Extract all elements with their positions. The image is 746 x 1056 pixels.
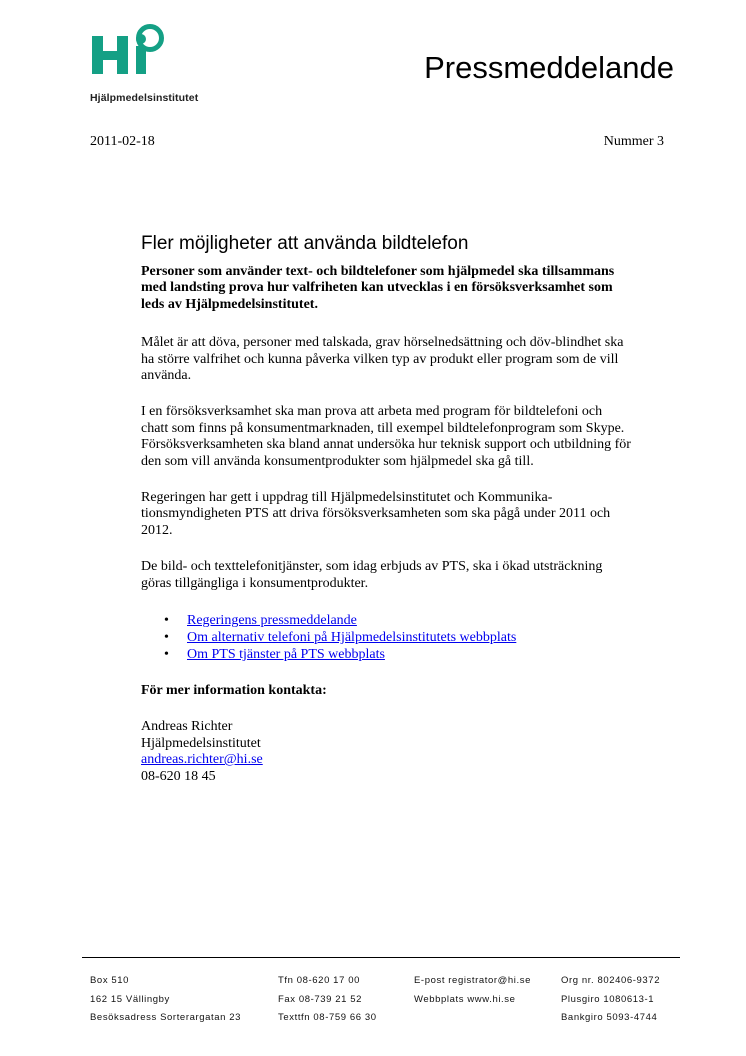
list-item bbox=[164, 612, 631, 629]
bullet-icon: • bbox=[164, 647, 169, 663]
footer-plusgiro: Plusgiro 1080613-1 bbox=[561, 993, 655, 1005]
contact-email-link[interactable]: andreas.richter@hi.se bbox=[141, 752, 263, 768]
footer-fax: Fax 08-739 21 52 bbox=[278, 993, 363, 1005]
list-item bbox=[164, 646, 631, 663]
footer-email: E-post registrator@hi.se bbox=[414, 975, 531, 986]
link-government-press-release[interactable]: Regeringens pressmeddelande bbox=[187, 613, 357, 629]
list-item bbox=[164, 629, 631, 646]
contact-block bbox=[141, 719, 631, 785]
paragraph: Målet är att döva, personer med talskada, grav hörselnedsättning och döv-blindhet ska ha större valfrihet och kunna påverka vilken typ av produkt eller program som de vill använda. bbox=[141, 335, 624, 384]
footer-web bbox=[414, 972, 531, 1009]
footer-phones bbox=[278, 972, 377, 1028]
footer-org-number: Org nr. 802406-9372 bbox=[561, 975, 661, 986]
link-alternative-telephony[interactable]: Om alternativ telefoni på Hjälpmedelsinstitutets webbplats bbox=[187, 630, 517, 646]
document-type-title: Pressmeddelande bbox=[424, 50, 674, 85]
bullet-icon: • bbox=[164, 630, 169, 646]
contact-heading: För mer information kontakta: bbox=[141, 683, 327, 699]
footer-box: Box 510 bbox=[90, 975, 130, 986]
footer-visiting-address: Besöksadress Sorterargatan 23 bbox=[90, 1012, 242, 1023]
footer-address bbox=[90, 972, 241, 1028]
link-pts-services[interactable]: Om PTS tjänster på PTS webbplats bbox=[187, 647, 385, 663]
footer-finance bbox=[561, 972, 660, 1028]
footer-divider bbox=[82, 957, 680, 958]
contact-organization: Hjälpmedelsinstitutet bbox=[141, 735, 261, 751]
hi-logo-icon bbox=[88, 22, 172, 88]
press-date: 2011-02-18 bbox=[90, 134, 155, 149]
paragraph: I en försöksverksamhet ska man prova att arbeta med program för bildtelefoni och chatt som finns på konsumentmarknaden, till exempel bildtelefonprogram som Skype. Försöksverksamheten ska bland annat undersöka hur teknisk support och utbildning för den som vill använda konsumentprodukter som hjälpmedel ska gå till. bbox=[141, 404, 631, 469]
footer-bankgiro: Bankgiro 5093-4744 bbox=[561, 1012, 658, 1023]
contact-name: Andreas Richter bbox=[141, 719, 233, 735]
paragraph: De bild- och texttelefonitjänster, som idag erbjuds av PTS, ska i ökad utsträckning göras tillgängliga i konsumentprodukter. bbox=[141, 559, 603, 591]
release-number: Nummer 3 bbox=[603, 134, 664, 149]
link-list bbox=[141, 612, 631, 663]
footer-postal: 162 15 Vällingby bbox=[90, 993, 170, 1005]
footer-website: Webbplats www.hi.se bbox=[414, 993, 516, 1005]
footer-phone: Tfn 08-620 17 00 bbox=[278, 975, 360, 986]
paragraph: Regeringen har gett i uppdrag till Hjälpmedelsinstitutet och Kommunika-tionsmyndigheten PTS att driva försöksverksamheten som ska pågå under 2011 och 2012. bbox=[141, 490, 611, 538]
headline: Fler möjligheter att använda bildtelefon bbox=[141, 233, 469, 254]
article-body bbox=[141, 233, 631, 785]
footer-textphone: Texttfn 08-759 66 30 bbox=[278, 1012, 377, 1023]
lead-paragraph: Personer som använder text- och bildtelefoner som hjälpmedel ska tillsammans med landsting prova hur valfriheten kan utvecklas i en försöksverksamhet som leds av Hjälpmedelsinstitutet. bbox=[141, 264, 615, 312]
bullet-icon: • bbox=[164, 613, 169, 629]
logo bbox=[88, 22, 228, 108]
org-name: Hjälpmedelsinstitutet bbox=[90, 92, 199, 104]
contact-phone: 08-620 18 45 bbox=[141, 768, 216, 784]
